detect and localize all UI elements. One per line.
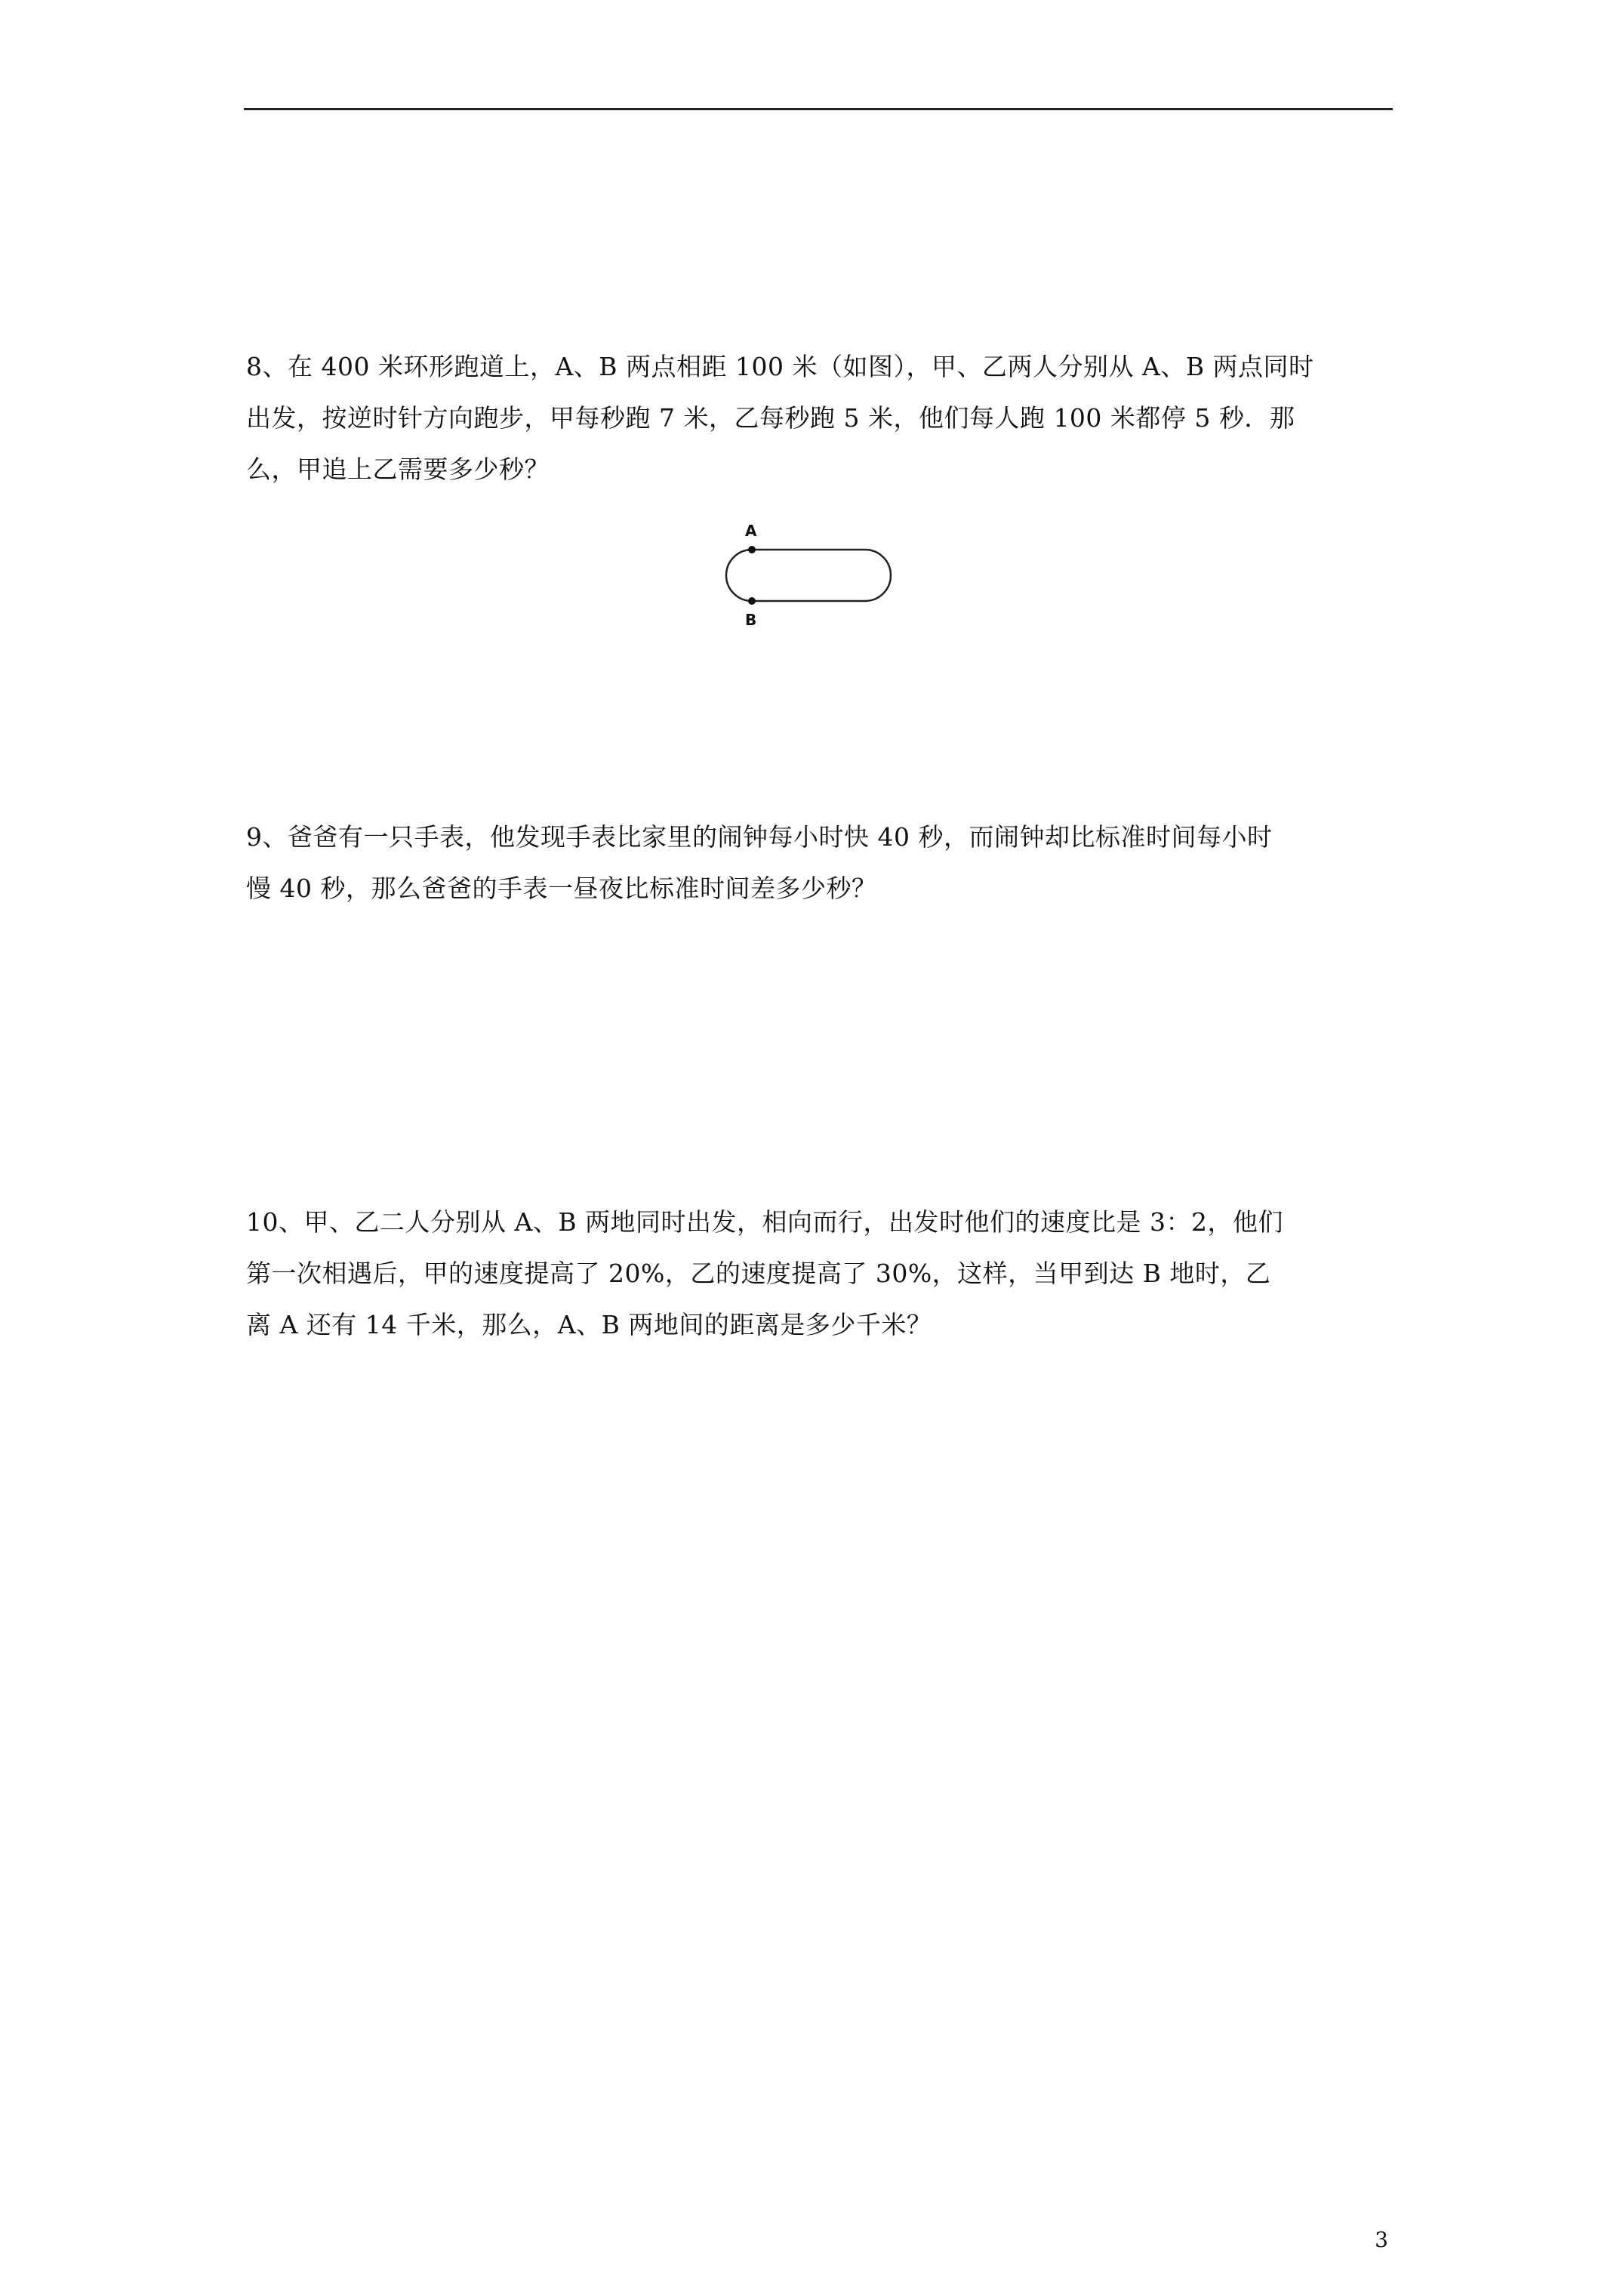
header-rule (244, 108, 1393, 110)
problem-10 (246, 1197, 1394, 1351)
problem-10-line-2: 第一次相遇后，甲的速度提高了 20%，乙的速度提高了 30%，这样，当甲到达 B 地时，乙 (246, 1259, 1271, 1288)
page-number: 3 (1375, 2227, 1388, 2252)
problem-9-line-2: 慢 40 秒，那么爸爸的手表一昼夜比标准时间差多少秒？ (246, 874, 877, 903)
problem-8-line-3: 么，甲追上乙需要多少秒？ (246, 455, 550, 484)
problem-8 (246, 341, 1394, 495)
problem-8-line-2: 出发，按逆时针方向跑步，甲每秒跑 7 米，乙每秒跑 5 米，他们每人跑 100 米都停 5 秒．那 (246, 403, 1295, 433)
point-a-marker (748, 546, 756, 553)
track-diagram (725, 513, 906, 634)
problem-10-line-3: 离 A 还有 14 千米，那么，A、B 两地间的距离是多少千米？ (246, 1310, 932, 1339)
problem-8-line-1: 8、在 400 米环形跑道上，A、B 两点相距 100 米（如图），甲、乙两人分别从 A、B 两点同时 (246, 352, 1314, 381)
problem-10-line-1: 10、甲、乙二人分别从 A、B 两地同时出发，相向而行，出发时他们的速度比是 3：2，他们 (246, 1207, 1284, 1237)
problem-9-line-1: 9、爸爸有一只手表，他发现手表比家里的闹钟每小时快 40 秒，而闹钟却比标准时间每小时 (246, 822, 1273, 852)
problem-9 (246, 812, 1394, 914)
point-b-marker (748, 597, 756, 605)
track-outline (726, 550, 891, 601)
point-a-label: A (745, 522, 757, 540)
point-b-label: B (745, 611, 757, 629)
